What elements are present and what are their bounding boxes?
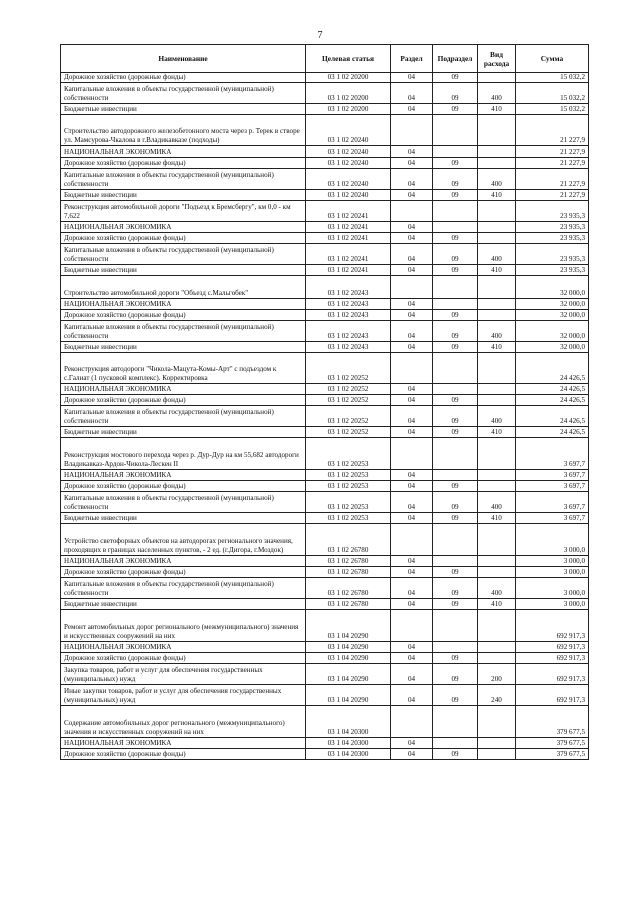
cell-name: Бюджетные инвестиции	[61, 190, 306, 201]
table-row	[61, 310, 589, 321]
cell-sum: 3 000,0	[516, 578, 589, 599]
cell-sum: 3 697,7	[516, 481, 589, 492]
cell-name: Капитальные вложения в объекты государственной (муниципальной) собственности	[61, 169, 306, 190]
cell-section: 04	[391, 73, 433, 83]
cell-section: 04	[391, 265, 433, 276]
cell-section: 04	[391, 599, 433, 610]
cell-name: НАЦИОНАЛЬНАЯ ЭКОНОМИКА	[61, 642, 306, 653]
cell-sum: 3 000,0	[516, 556, 589, 567]
cell-section: 04	[391, 233, 433, 244]
table-row	[61, 642, 589, 653]
cell-section	[391, 201, 433, 222]
cell-target-article: 03 1 02 20253	[306, 481, 391, 492]
cell-target-article: 03 1 04 20290	[306, 664, 391, 685]
table-row	[61, 567, 589, 578]
cell-sum: 15 032,2	[516, 83, 589, 104]
cell-target-article: 03 1 02 26780	[306, 578, 391, 599]
cell-subsection: 09	[433, 427, 478, 438]
table-row	[61, 610, 589, 642]
cell-section: 04	[391, 492, 433, 513]
cell-sum: 24 426,5	[516, 406, 589, 427]
cell-target-article: 03 1 02 20243	[306, 342, 391, 353]
cell-subsection: 09	[433, 104, 478, 115]
table-row	[61, 749, 589, 760]
cell-subsection: 09	[433, 406, 478, 427]
cell-target-article: 03 1 02 20241	[306, 201, 391, 222]
table-row	[61, 146, 589, 158]
cell-target-article: 03 1 02 20200	[306, 73, 391, 83]
table-body	[61, 73, 589, 760]
cell-expense-type	[478, 146, 516, 158]
header-subsection: Подраздел	[433, 45, 478, 73]
table-row	[61, 169, 589, 190]
cell-sum: 15 032,2	[516, 104, 589, 115]
cell-sum: 32 000,0	[516, 342, 589, 353]
cell-section: 04	[391, 190, 433, 201]
cell-section	[391, 353, 433, 384]
cell-name: Дорожное хозяйство (дорожные фонды)	[61, 73, 306, 83]
cell-name: Реконструкция мостового перехода через р. Дур-Дур на км 55,682 автодороги Владикавказ-Ардон-Чикола-Лескен II	[61, 438, 306, 470]
cell-subsection	[433, 146, 478, 158]
cell-name: Реконструкция автодороги "Чикола-Мацута-Комы-Арт" с подъездом к с.Галиат (1 пусковой комплекс). Корректировка	[61, 353, 306, 384]
table-row	[61, 706, 589, 738]
cell-target-article: 03 1 02 20200	[306, 83, 391, 104]
table-row	[61, 83, 589, 104]
cell-section	[391, 438, 433, 470]
cell-section: 04	[391, 749, 433, 760]
cell-subsection: 09	[433, 653, 478, 664]
cell-target-article: 03 1 04 20300	[306, 749, 391, 760]
cell-sum: 21 227,9	[516, 190, 589, 201]
cell-target-article: 03 1 04 20290	[306, 610, 391, 642]
table-row	[61, 265, 589, 276]
cell-expense-type	[478, 706, 516, 738]
cell-subsection	[433, 610, 478, 642]
cell-subsection: 09	[433, 169, 478, 190]
cell-subsection: 09	[433, 321, 478, 342]
cell-target-article: 03 1 02 20253	[306, 470, 391, 481]
cell-subsection	[433, 706, 478, 738]
cell-name: Бюджетные инвестиции	[61, 342, 306, 353]
cell-name: Капитальные вложения в объекты государственной (муниципальной) собственности	[61, 244, 306, 265]
cell-expense-type	[478, 310, 516, 321]
cell-sum: 32 000,0	[516, 321, 589, 342]
cell-name: НАЦИОНАЛЬНАЯ ЭКОНОМИКА	[61, 384, 306, 395]
cell-sum: 692 917,3	[516, 664, 589, 685]
table-row	[61, 299, 589, 310]
cell-expense-type	[478, 115, 516, 146]
cell-name: Закупка товаров, работ и услуг для обеспечения государственных (муниципальных) нужд	[61, 664, 306, 685]
cell-subsection	[433, 524, 478, 556]
table-row	[61, 438, 589, 470]
cell-section	[391, 524, 433, 556]
cell-target-article: 03 1 04 20300	[306, 738, 391, 749]
cell-name: Дорожное хозяйство (дорожные фонды)	[61, 395, 306, 406]
cell-subsection: 09	[433, 492, 478, 513]
table-row	[61, 384, 589, 395]
table-row	[61, 395, 589, 406]
cell-target-article: 03 1 02 20243	[306, 299, 391, 310]
cell-target-article: 03 1 02 26780	[306, 524, 391, 556]
table-row	[61, 427, 589, 438]
cell-subsection: 09	[433, 395, 478, 406]
cell-subsection: 09	[433, 578, 478, 599]
cell-subsection: 09	[433, 265, 478, 276]
cell-section	[391, 276, 433, 299]
table-row	[61, 406, 589, 427]
cell-name: НАЦИОНАЛЬНАЯ ЭКОНОМИКА	[61, 738, 306, 749]
cell-name: Ремонт автомобильных дорог регионального (межмуниципального) значения и искусственных сооружений на них	[61, 610, 306, 642]
cell-expense-type	[478, 481, 516, 492]
cell-expense-type	[478, 524, 516, 556]
cell-section	[391, 610, 433, 642]
cell-expense-type	[478, 353, 516, 384]
cell-target-article: 03 1 04 20290	[306, 685, 391, 706]
cell-expense-type	[478, 738, 516, 749]
cell-expense-type	[478, 567, 516, 578]
cell-target-article: 03 1 02 20252	[306, 427, 391, 438]
cell-subsection: 09	[433, 244, 478, 265]
table-row	[61, 524, 589, 556]
cell-expense-type: 410	[478, 190, 516, 201]
cell-sum: 23 935,3	[516, 244, 589, 265]
cell-subsection: 09	[433, 73, 478, 83]
cell-name: Устройство светофорных объектов на автодорогах регионального значения, проходящих в границах населенных пунктов, - 2 ед. (г.Дигора, г.Моздок)	[61, 524, 306, 556]
cell-name: Строительство автомобильной дороги "Объезд с.Мальгобек"	[61, 276, 306, 299]
cell-name: НАЦИОНАЛЬНАЯ ЭКОНОМИКА	[61, 556, 306, 567]
cell-name: Капитальные вложения в объекты государственной (муниципальной) собственности	[61, 321, 306, 342]
cell-expense-type	[478, 642, 516, 653]
cell-target-article: 03 1 02 20240	[306, 190, 391, 201]
cell-name: Капитальные вложения в объекты государственной (муниципальной) собственности	[61, 83, 306, 104]
cell-subsection: 09	[433, 481, 478, 492]
cell-section: 04	[391, 567, 433, 578]
cell-sum: 21 227,9	[516, 158, 589, 169]
table-row	[61, 222, 589, 233]
cell-name: Бюджетные инвестиции	[61, 104, 306, 115]
cell-sum: 32 000,0	[516, 299, 589, 310]
table-row	[61, 244, 589, 265]
header-target-article: Целевая статья	[306, 45, 391, 73]
cell-name: Бюджетные инвестиции	[61, 513, 306, 524]
cell-target-article: 03 1 02 20240	[306, 146, 391, 158]
cell-name: Дорожное хозяйство (дорожные фонды)	[61, 653, 306, 664]
cell-subsection	[433, 642, 478, 653]
cell-sum: 32 000,0	[516, 276, 589, 299]
cell-section: 04	[391, 556, 433, 567]
cell-expense-type: 410	[478, 427, 516, 438]
cell-section: 04	[391, 395, 433, 406]
cell-sum: 379 677,5	[516, 738, 589, 749]
cell-subsection	[433, 299, 478, 310]
table-row	[61, 481, 589, 492]
cell-target-article: 03 1 02 20252	[306, 395, 391, 406]
cell-section: 04	[391, 146, 433, 158]
table-row	[61, 738, 589, 749]
cell-section: 04	[391, 321, 433, 342]
table-row	[61, 201, 589, 222]
cell-subsection: 09	[433, 513, 478, 524]
cell-section: 04	[391, 222, 433, 233]
cell-name: Капитальные вложения в объекты государственной (муниципальной) собственности	[61, 406, 306, 427]
cell-expense-type	[478, 73, 516, 83]
cell-name: Дорожное хозяйство (дорожные фонды)	[61, 481, 306, 492]
cell-sum: 3 697,7	[516, 438, 589, 470]
cell-sum: 23 935,3	[516, 222, 589, 233]
page-number: 7	[317, 30, 323, 41]
cell-target-article: 03 1 02 20243	[306, 310, 391, 321]
cell-section: 04	[391, 642, 433, 653]
cell-expense-type	[478, 384, 516, 395]
cell-sum: 379 677,5	[516, 749, 589, 760]
cell-expense-type	[478, 556, 516, 567]
cell-name: НАЦИОНАЛЬНАЯ ЭКОНОМИКА	[61, 146, 306, 158]
cell-target-article: 03 1 02 26780	[306, 599, 391, 610]
cell-expense-type: 400	[478, 244, 516, 265]
cell-expense-type: 400	[478, 492, 516, 513]
cell-expense-type	[478, 276, 516, 299]
cell-subsection: 09	[433, 342, 478, 353]
table-row	[61, 513, 589, 524]
table-row	[61, 115, 589, 146]
cell-sum: 21 227,9	[516, 115, 589, 146]
cell-expense-type	[478, 653, 516, 664]
cell-name: НАЦИОНАЛЬНАЯ ЭКОНОМИКА	[61, 222, 306, 233]
cell-name: Дорожное хозяйство (дорожные фонды)	[61, 310, 306, 321]
cell-expense-type: 400	[478, 406, 516, 427]
cell-section: 04	[391, 653, 433, 664]
table-row	[61, 685, 589, 706]
cell-target-article: 03 1 02 20241	[306, 233, 391, 244]
table-row	[61, 190, 589, 201]
cell-section	[391, 115, 433, 146]
cell-expense-type: 240	[478, 685, 516, 706]
cell-section: 04	[391, 384, 433, 395]
cell-expense-type: 400	[478, 321, 516, 342]
cell-subsection: 09	[433, 685, 478, 706]
cell-name: Капитальные вложения в объекты государственной (муниципальной) собственности	[61, 492, 306, 513]
cell-expense-type	[478, 158, 516, 169]
cell-subsection	[433, 353, 478, 384]
cell-expense-type: 410	[478, 104, 516, 115]
cell-target-article: 03 1 02 20253	[306, 492, 391, 513]
cell-subsection: 09	[433, 233, 478, 244]
cell-subsection	[433, 201, 478, 222]
cell-target-article: 03 1 04 20290	[306, 653, 391, 664]
header-expense-type: Вид расхода	[478, 45, 516, 73]
cell-sum: 24 426,5	[516, 353, 589, 384]
table-row	[61, 342, 589, 353]
cell-name: Бюджетные инвестиции	[61, 265, 306, 276]
budget-table	[60, 44, 589, 760]
cell-name: Дорожное хозяйство (дорожные фонды)	[61, 158, 306, 169]
cell-expense-type	[478, 438, 516, 470]
cell-target-article: 03 1 02 20243	[306, 321, 391, 342]
cell-target-article: 03 1 02 26780	[306, 567, 391, 578]
cell-name: Бюджетные инвестиции	[61, 599, 306, 610]
cell-subsection	[433, 384, 478, 395]
cell-target-article: 03 1 02 20240	[306, 115, 391, 146]
cell-name: Реконструкция автомобильной дороги "Подъезд к Бремсбергу", км 0,0 - км 7,622	[61, 201, 306, 222]
cell-sum: 692 917,3	[516, 642, 589, 653]
table-row	[61, 492, 589, 513]
cell-expense-type	[478, 610, 516, 642]
cell-target-article: 03 1 02 20240	[306, 158, 391, 169]
cell-expense-type	[478, 470, 516, 481]
cell-sum: 23 935,3	[516, 265, 589, 276]
cell-subsection	[433, 115, 478, 146]
cell-sum: 24 426,5	[516, 395, 589, 406]
cell-sum: 692 917,3	[516, 653, 589, 664]
cell-section: 04	[391, 310, 433, 321]
cell-expense-type: 400	[478, 169, 516, 190]
table-row	[61, 353, 589, 384]
cell-target-article: 03 1 04 20300	[306, 706, 391, 738]
cell-subsection	[433, 556, 478, 567]
cell-target-article: 03 1 02 20253	[306, 438, 391, 470]
cell-name: Бюджетные инвестиции	[61, 427, 306, 438]
cell-section: 04	[391, 169, 433, 190]
header-section: Раздел	[391, 45, 433, 73]
cell-name: Иные закупки товаров, работ и услуг для обеспечения государственных (муниципальных) нужд	[61, 685, 306, 706]
table-row	[61, 158, 589, 169]
cell-section: 04	[391, 83, 433, 104]
cell-section: 04	[391, 481, 433, 492]
cell-target-article: 03 1 02 20241	[306, 244, 391, 265]
cell-subsection: 09	[433, 83, 478, 104]
cell-expense-type: 410	[478, 599, 516, 610]
cell-expense-type	[478, 201, 516, 222]
cell-sum: 24 426,5	[516, 384, 589, 395]
table-row	[61, 233, 589, 244]
cell-subsection	[433, 222, 478, 233]
cell-subsection: 09	[433, 310, 478, 321]
cell-sum: 21 227,9	[516, 169, 589, 190]
cell-sum: 3 697,7	[516, 513, 589, 524]
cell-section: 04	[391, 470, 433, 481]
cell-subsection	[433, 438, 478, 470]
header-name: Наименование	[61, 45, 306, 73]
cell-subsection: 09	[433, 749, 478, 760]
cell-target-article: 03 1 02 20252	[306, 353, 391, 384]
header-sum: Сумма	[516, 45, 589, 73]
cell-target-article: 03 1 02 20253	[306, 513, 391, 524]
cell-section: 04	[391, 158, 433, 169]
cell-target-article: 03 1 02 20200	[306, 104, 391, 115]
cell-section: 04	[391, 406, 433, 427]
cell-expense-type	[478, 233, 516, 244]
cell-subsection: 09	[433, 190, 478, 201]
cell-expense-type: 410	[478, 342, 516, 353]
cell-target-article: 03 1 02 20252	[306, 406, 391, 427]
cell-subsection	[433, 276, 478, 299]
cell-name: Дорожное хозяйство (дорожные фонды)	[61, 749, 306, 760]
cell-section: 04	[391, 244, 433, 265]
cell-expense-type: 410	[478, 265, 516, 276]
cell-subsection: 09	[433, 599, 478, 610]
cell-expense-type	[478, 395, 516, 406]
cell-section: 04	[391, 104, 433, 115]
table-row	[61, 276, 589, 299]
cell-sum: 3 697,7	[516, 470, 589, 481]
table-row	[61, 653, 589, 664]
cell-expense-type	[478, 749, 516, 760]
table-header-row	[61, 45, 589, 73]
cell-expense-type: 400	[478, 578, 516, 599]
cell-section: 04	[391, 738, 433, 749]
cell-expense-type	[478, 299, 516, 310]
cell-name: Содержание автомобильных дорог регионального (межмуниципального) значения и искусственных сооружений на них	[61, 706, 306, 738]
table-row	[61, 470, 589, 481]
cell-name: Капитальные вложения в объекты государственной (муниципальной) собственности	[61, 578, 306, 599]
cell-sum: 23 935,3	[516, 201, 589, 222]
cell-sum: 692 917,3	[516, 610, 589, 642]
table-row	[61, 73, 589, 83]
cell-name: Строительство автодорожного железобетонного моста через р. Терек в створе ул. Мамсурова-Чкалова в г.Владикавказе (подходы)	[61, 115, 306, 146]
table-row	[61, 664, 589, 685]
cell-sum: 32 000,0	[516, 310, 589, 321]
cell-section: 04	[391, 513, 433, 524]
cell-sum: 3 000,0	[516, 524, 589, 556]
cell-sum: 3 000,0	[516, 599, 589, 610]
cell-sum: 379 677,5	[516, 706, 589, 738]
table-row	[61, 578, 589, 599]
cell-section: 04	[391, 664, 433, 685]
cell-target-article: 03 1 02 20240	[306, 169, 391, 190]
cell-name: Дорожное хозяйство (дорожные фонды)	[61, 233, 306, 244]
cell-sum: 23 935,3	[516, 233, 589, 244]
table-row	[61, 104, 589, 115]
cell-subsection	[433, 738, 478, 749]
cell-section: 04	[391, 342, 433, 353]
cell-target-article: 03 1 02 20241	[306, 265, 391, 276]
cell-target-article: 03 1 02 20243	[306, 276, 391, 299]
cell-name: Дорожное хозяйство (дорожные фонды)	[61, 567, 306, 578]
cell-expense-type: 410	[478, 513, 516, 524]
cell-name: НАЦИОНАЛЬНАЯ ЭКОНОМИКА	[61, 299, 306, 310]
cell-section	[391, 706, 433, 738]
cell-subsection: 09	[433, 664, 478, 685]
table-row	[61, 599, 589, 610]
cell-expense-type: 400	[478, 83, 516, 104]
cell-sum: 15 032,2	[516, 73, 589, 83]
cell-name: НАЦИОНАЛЬНАЯ ЭКОНОМИКА	[61, 470, 306, 481]
cell-target-article: 03 1 02 20252	[306, 384, 391, 395]
cell-sum: 3 697,7	[516, 492, 589, 513]
cell-target-article: 03 1 04 20290	[306, 642, 391, 653]
table-row	[61, 556, 589, 567]
cell-sum: 21 227,9	[516, 146, 589, 158]
cell-expense-type: 200	[478, 664, 516, 685]
cell-section: 04	[391, 578, 433, 599]
cell-target-article: 03 1 02 26780	[306, 556, 391, 567]
cell-subsection	[433, 470, 478, 481]
cell-expense-type	[478, 222, 516, 233]
table-row	[61, 321, 589, 342]
cell-target-article: 03 1 02 20241	[306, 222, 391, 233]
cell-section: 04	[391, 427, 433, 438]
cell-section: 04	[391, 685, 433, 706]
cell-subsection: 09	[433, 158, 478, 169]
cell-sum: 692 917,3	[516, 685, 589, 706]
cell-subsection: 09	[433, 567, 478, 578]
cell-section: 04	[391, 299, 433, 310]
cell-sum: 3 000,0	[516, 567, 589, 578]
cell-sum: 24 426,5	[516, 427, 589, 438]
